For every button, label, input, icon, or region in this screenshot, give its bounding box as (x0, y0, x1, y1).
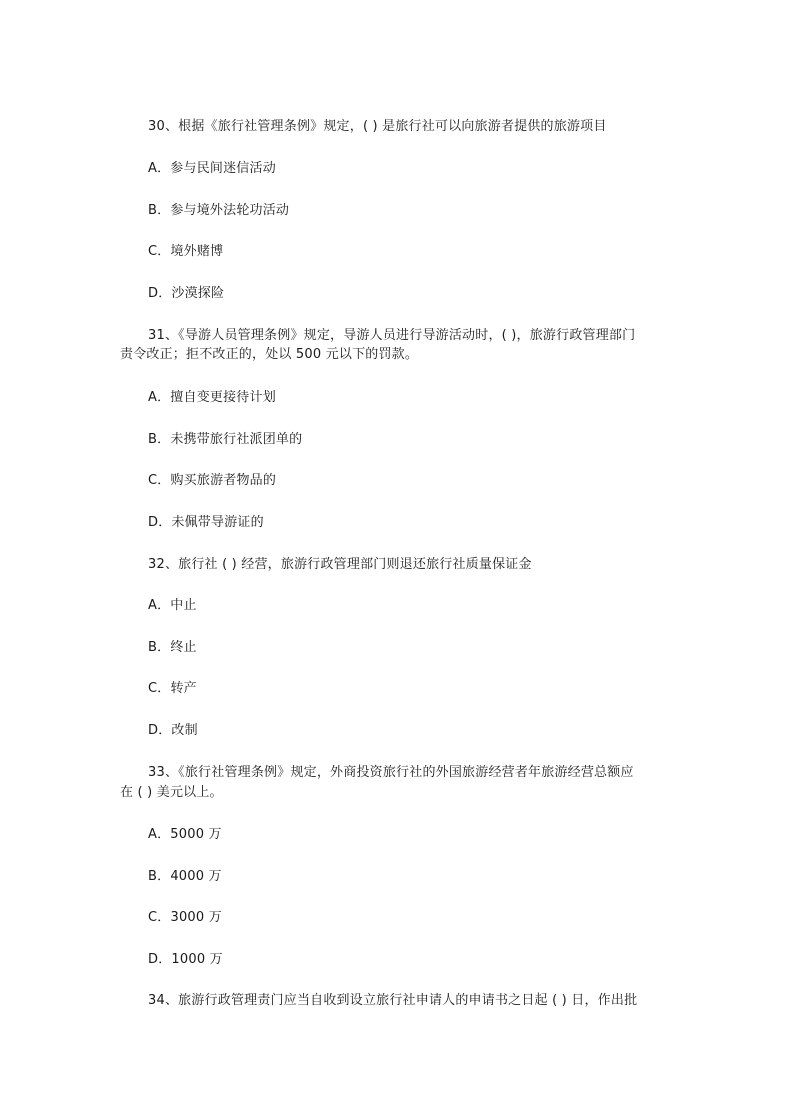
question-30-text: 30、根据《旅行社管理条例》规定，( ) 是旅行社可以向旅游者提供的旅游项目 (148, 119, 607, 134)
question-33-text-line1: 33、《旅行社管理条例》规定，外商投资旅行社的外国旅游经营者年旅游经营总额应 (148, 765, 634, 780)
question-31-option-c: C．购买旅游者物品的 (148, 473, 277, 488)
question-33-option-b: B．4000 万 (148, 869, 222, 884)
question-30-option-c: C．境外赌博 (148, 244, 224, 259)
question-32-option-c: C．转产 (148, 681, 197, 696)
question-32-option-d: D．改制 (148, 723, 198, 738)
question-34-text: 34、旅游行政管理责门应当自收到设立旅行社申请人的申请书之日起 ( ) 日，作出批 (148, 993, 638, 1008)
question-30-option-b: B．参与境外法轮功活动 (148, 203, 290, 218)
question-31-option-b: B．未携带旅行社派团单的 (148, 432, 303, 447)
question-31-text-line2: 责令改正；拒不改正的，处以 500 元以下的罚款。 (120, 347, 419, 362)
question-30-option-d: D．沙漠探险 (148, 286, 225, 301)
question-32-text: 32、旅行社 ( ) 经营，旅游行政管理部门则退还旅行社质量保证金 (148, 557, 532, 572)
question-30-option-a: A．参与民间迷信活动 (148, 161, 276, 176)
question-33-option-d: D．1000 万 (148, 952, 223, 967)
question-33-option-c: C．3000 万 (148, 910, 222, 925)
question-31-option-d: D．未佩带导游证的 (148, 515, 264, 530)
question-33-text-line2: 在 ( ) 美元以上。 (120, 785, 223, 800)
question-31-option-a: A．擅自变更接待计划 (148, 390, 276, 405)
question-32-option-b: B．终止 (148, 640, 197, 655)
question-31-text-line1: 31、《导游人员管理条例》规定，导游人员进行导游活动时，( )，旅游行政管理部门 (148, 328, 636, 343)
question-33-option-a: A．5000 万 (148, 827, 222, 842)
question-32-option-a: A．中止 (148, 598, 197, 613)
